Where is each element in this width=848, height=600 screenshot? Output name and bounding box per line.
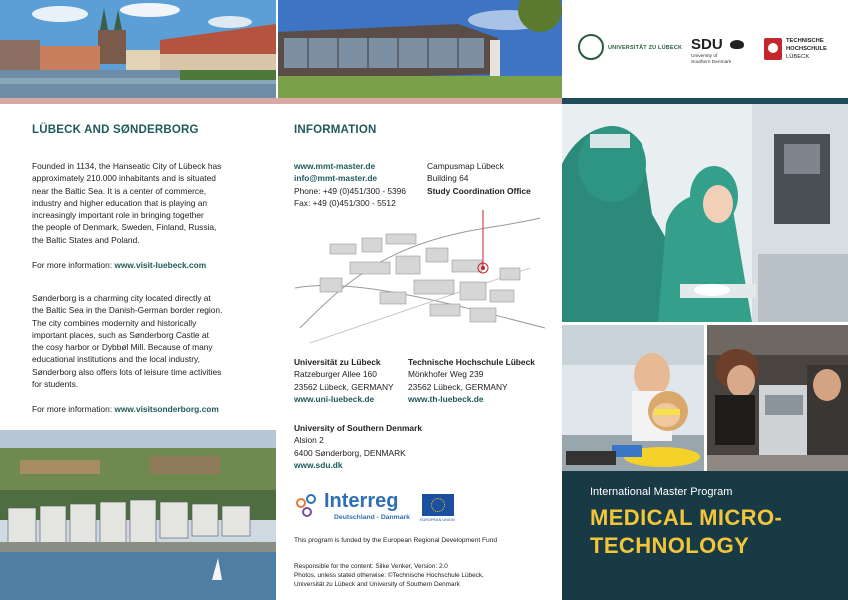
sdu-street: Alsion 2 [294, 435, 324, 446]
interreg-logo [294, 492, 462, 524]
uzl-logo-text: UNIVERSITÄT ZU LÜBECK [608, 45, 683, 51]
luebeck-old-town-photo [0, 0, 276, 98]
text-line: near the Baltic Sea. It is a center of commerce, [32, 185, 207, 196]
uzl-street: Ratzeburger Allee 160 [294, 369, 377, 380]
campus-map [290, 208, 548, 348]
cover-title-line2: TECHNOLOGY [590, 533, 750, 558]
campus-title: Campusmap Lübeck [427, 161, 504, 171]
cover-subtitle: International Master Program [590, 486, 733, 498]
cleanroom-photo [562, 104, 848, 322]
uzl-address [294, 356, 394, 405]
text-line: the Baltic States and Poland. [32, 234, 140, 245]
text-line: Sønderborg also offers lots of leisure time activities [32, 366, 222, 377]
text-line: increasingly important role in bringing together [32, 210, 204, 221]
sdu-sub1: University of [691, 54, 718, 59]
text-line: Founded in 1134, the Hanseatic City of Lübeck has [32, 161, 222, 171]
uzl-website-link[interactable]: www.uni-luebeck.de [294, 393, 375, 404]
interreg-wordmark: Interreg [324, 490, 399, 512]
uzl-city: 23562 Lübeck, GERMANY [294, 381, 394, 392]
thl-name: Technische Hochschule Lübeck [408, 357, 535, 367]
thl-logo-line3: LÜBECK [786, 54, 810, 60]
thl-website-link[interactable]: www.th-luebeck.de [408, 393, 484, 404]
text-line: the Baltic Sea in the Danish-German border region. [32, 305, 223, 316]
credit-line: Responsible for the content: Silke Venker, Version: 2.0 [294, 563, 448, 570]
credit-line: Photos, unless stated otherwise: ©Technische Hochschule Lübeck, [294, 572, 484, 579]
thl-logo-icon [764, 38, 782, 60]
website-link[interactable]: www.mmt-master.de [294, 161, 376, 171]
phone-text: Phone: +49 (0)451/300 - 5396 [294, 185, 406, 196]
visit-sonderborg-link[interactable]: www.visitsonderborg.com [114, 404, 219, 414]
luebeck-paragraph [32, 160, 262, 246]
info-heading: INFORMATION [294, 124, 377, 136]
thl-logo-line2: HOCHSCHULE [786, 46, 827, 52]
sdu-swan-icon [730, 40, 744, 49]
visit-luebeck-link[interactable]: www.visit-luebeck.com [114, 260, 207, 270]
credits-block [294, 562, 484, 589]
sdu-city: 6400 Sønderborg, DENMARK [294, 447, 406, 458]
left-heading: LÜBECK AND SØNDERBORG [32, 124, 199, 136]
cover-title-panel [562, 471, 848, 600]
sdu-logo-text: SDU [691, 36, 723, 53]
interreg-subtitle: Deutschland - Danmark [334, 514, 410, 521]
uzl-seal-icon [578, 34, 604, 60]
email-link[interactable]: info@mmt-master.de [294, 173, 378, 184]
text-line: the cosy harbor or Dybbøl Mill. Because of many [32, 342, 213, 353]
text-line: approximately 210.000 inhabitants and is situated [32, 173, 216, 184]
text-line: Sønderborg is a charming city located directly at [32, 293, 211, 303]
thl-logo-line1: TECHNISCHE [786, 38, 824, 44]
credit-line: Universität zu Lübeck and University of Southern Denmark [294, 581, 460, 588]
thl-city: 23562 Lübeck, GERMANY [408, 381, 508, 392]
campus-block [427, 160, 531, 197]
logo-bar [566, 0, 848, 98]
sonderborg-more-info [32, 403, 219, 415]
lab-safety-glasses-photo [562, 325, 704, 471]
sonderborg-aerial-photo [0, 430, 276, 600]
accent-band [0, 98, 562, 104]
sdu-sub2: Southern Denmark [691, 60, 732, 65]
funding-note: This program is funded by the European Regional Development Fund [294, 537, 498, 544]
cover-title-line1: MEDICAL MICRO- [590, 505, 783, 530]
more-info-label: For more information: [32, 404, 115, 414]
eu-flag-icon [422, 494, 454, 516]
campus-office: Study Coordination Office [427, 185, 531, 196]
luebeck-more-info [32, 259, 206, 271]
thl-address [408, 356, 535, 405]
contact-block [294, 160, 406, 209]
fax-text: Fax: +49 (0)451/300 - 5512 [294, 197, 396, 208]
sonderborg-paragraph [32, 292, 272, 390]
campus-building-photo [278, 0, 562, 98]
thl-street: Mönkhofer Weg 239 [408, 369, 484, 380]
microscope-lab-photo [707, 325, 848, 471]
sdu-address [294, 422, 422, 471]
text-line: the people of Denmark, Sweden, Finland, Russia, [32, 222, 217, 233]
sdu-name: University of Southern Denmark [294, 423, 422, 433]
uzl-name: Universität zu Lübeck [294, 357, 381, 367]
text-line: important places, such as Sønderborg Castle at [32, 329, 209, 340]
campus-building: Building 64 [427, 173, 469, 184]
text-line: for students. [32, 379, 79, 390]
eu-label: EUROPEAN UNION [420, 518, 455, 522]
interreg-mark-icon [296, 494, 318, 520]
text-line: educational institutions and the local industry, [32, 354, 200, 365]
sdu-website-link[interactable]: www.sdu.dk [294, 459, 343, 470]
text-line: The city combines modernity and historically [32, 317, 197, 328]
text-line: industry and higher education that is playing an [32, 197, 208, 208]
more-info-label: For more information: [32, 260, 115, 270]
